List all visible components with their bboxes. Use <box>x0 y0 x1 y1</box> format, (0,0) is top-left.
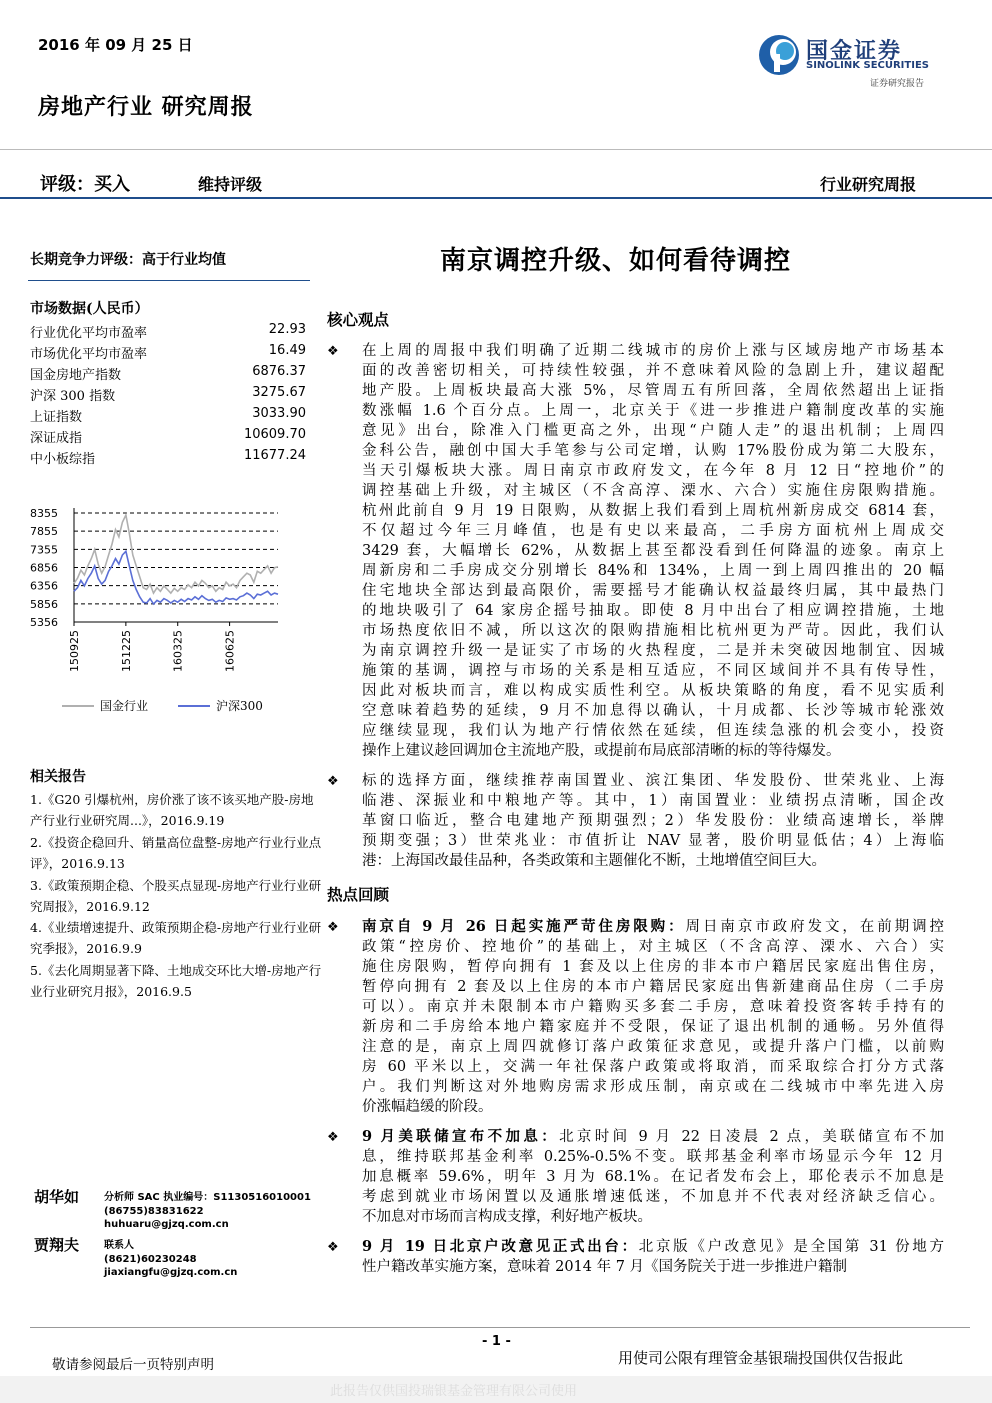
paragraph-text: 预期变强；3）世荣兆业：市值折让 NAV 显著，股价明显低估；4）上海临 <box>362 833 944 849</box>
related-report-item[interactable]: 4.《业绩增速提升、政策预期企稳-房地产行业行业研究季报》，2016.9.9 <box>30 920 322 956</box>
logo-sub: 证券研究报告 <box>870 79 925 89</box>
paragraph-line <box>362 1237 944 1257</box>
paragraph-text: 可以）。南京并未限制本市户籍购买多套二手房，意味着投资客转手持有的 <box>362 999 944 1015</box>
paragraph-line <box>362 851 944 871</box>
paragraph-line <box>362 621 944 641</box>
paragraph-line <box>362 791 944 811</box>
paragraph-line <box>362 541 944 561</box>
series-line <box>74 551 278 604</box>
paragraph-line <box>362 501 944 521</box>
paragraph-text: 临港、深振业和中粮地产等。其中，1）南国置业：业绩拐点清晰，国企改 <box>362 793 944 809</box>
paragraph-line <box>362 441 944 461</box>
paragraph-line <box>362 361 944 381</box>
paragraph-line <box>362 937 944 957</box>
analyst-email[interactable]: huhuaru@gjzq.com.cn <box>104 1219 229 1230</box>
market-value: 11677.24 <box>243 448 306 463</box>
index-line-chart <box>28 498 313 728</box>
paragraph-text: 地产股。上周板块最高大涨 5%，尽管周五有所回落，全周依然超出上证指 <box>362 383 944 399</box>
analyst-info <box>104 1191 311 1232</box>
paragraph-text: 新房和二手房给本地户籍家庭并不受限，保证了退出机制的通畅。另外值得 <box>362 1019 944 1035</box>
analyst-role: 联系人 <box>104 1240 134 1251</box>
paragraph-text: 市场热度依旧不减，所以这次的限购措施相比杭州更为严苛。因此，我们认 <box>362 623 944 639</box>
main-title: 南京调控升级、如何看待调控 <box>440 246 792 276</box>
paragraph-line <box>362 977 944 997</box>
market-value: 10609.70 <box>243 427 306 442</box>
paragraph-text: 不加息对市场而言构成支撑，利好地产板块。 <box>362 1209 652 1225</box>
analyst-sac: 分析师 SAC 执业编号：S1130516010001 <box>104 1192 311 1203</box>
market-label: 深证成指 <box>30 431 83 446</box>
market-row <box>30 343 306 364</box>
header-blue-rule <box>0 197 992 199</box>
paragraph-line <box>362 421 944 441</box>
hot-paragraph <box>362 1237 944 1277</box>
market-label: 行业优化平均市盈率 <box>30 326 148 341</box>
paragraph-text: 施策的基调，调控与市场的关系是相互适应，不同区域间并不具有传导性， <box>362 663 944 679</box>
paragraph-text: 操作上建议趁回调加仓主流地产股，或提前布局底部清晰的标的等待爆发。 <box>362 743 841 759</box>
y-tick-label: 7355 <box>30 543 58 557</box>
paragraph-line <box>362 701 944 721</box>
hot-paragraph <box>362 1127 944 1227</box>
paragraph-line <box>362 561 944 581</box>
paragraph-text: 不仅超过今年三月峰值，也是有史以来最高，二手房方面杭州上周成交 <box>362 523 944 539</box>
paragraph-head: 南京自 9 月 26 日起实施严苛住房限购： <box>362 918 686 935</box>
paragraph-line <box>362 811 944 831</box>
paragraph-line <box>362 831 944 851</box>
paragraph-text: 政策“控房价、控地价”的基础上，对主城区（不含高淳、溧水、六合）实 <box>362 939 944 955</box>
core-paragraph <box>362 341 944 761</box>
paragraph-text: 周新房和二手房成交分别增长 84%和 134%，上周一到上周四推出的 20 幅 <box>362 563 944 579</box>
related-report-item[interactable]: 2.《投资企稳回升、销量高位盘整-房地产行业行业点评》，2016.9.13 <box>30 835 322 871</box>
market-row <box>30 322 306 343</box>
paragraph-text: 北京时间 9 月 22 日凌晨 2 点，美联储宣布不加 <box>559 1129 944 1145</box>
longterm-rating: 长期竞争力评级：高于行业均值 <box>30 252 226 268</box>
market-value: 3275.67 <box>252 385 306 400</box>
paragraph-text: 在上周的周报中我们明确了近期二线城市的房价上涨与区域房地产市场基本 <box>362 343 944 359</box>
market-label: 中小板综指 <box>30 452 96 467</box>
footer-watermark: 此报告仅供国投瑞银基金管理有限公司使用 <box>330 1384 578 1399</box>
paragraph-line <box>362 957 944 977</box>
related-report-item[interactable]: 3.《政策预期企稳、个股买点显现-房地产行业行业研究周报》，2016.9.12 <box>30 878 322 914</box>
report-type: 房地产行业 研究周报 <box>38 94 254 120</box>
rating: 评级：买入 <box>40 174 130 195</box>
paragraph-line <box>362 341 944 361</box>
paragraph-text: 考虑到就业市场闲置以及通胀增速低迷，不加息并不代表对经济缺乏信心。 <box>362 1189 944 1205</box>
bullet-icon: ❖ <box>327 774 339 789</box>
paragraph-text: 标的选择方面，继续推荐南国置业、滨江集团、华发股份、世荣兆业、上海 <box>362 773 944 789</box>
paragraph-text: 港：上海国改最佳品种，各类政策和主题催化不断，土地增值空间巨大。 <box>362 853 826 869</box>
paragraph-text: 空意味着趋势的延续，9 月不加息得以确认，十月成都、长沙等城市轮涨效 <box>362 703 944 719</box>
core-paragraph <box>362 771 944 871</box>
paragraph-text: 调控基础上升级，对主城区（不含高淳、溧水、六合）实施住房限购措施。 <box>362 483 944 499</box>
paragraph-text: 价涨幅趋缓的阶段。 <box>362 1099 493 1115</box>
market-row <box>30 448 306 469</box>
x-tick-label: 160625 <box>223 630 237 672</box>
paragraph-line <box>362 481 944 501</box>
analyst-info <box>104 1239 237 1280</box>
paragraph-line <box>362 1057 944 1077</box>
paragraph-text: 为南京调控升级一是证实了市场的火热程度，二是并未突破因地制宜、因城 <box>362 643 944 659</box>
paragraph-line <box>362 661 944 681</box>
footer-disclaimer: 敬请参阅最后一页特别声明 <box>52 1357 214 1373</box>
logo-en: SINOLINK SECURITIES <box>806 60 929 71</box>
paragraph-text: 金科公告，融创中国大手笔参与公司定增，认购 17%股份成为第二大股东， <box>362 443 944 459</box>
paragraph-text: 房 60 平米以上，交满一年社保落户政策或将取消，而采取综合打分方式落 <box>362 1059 944 1075</box>
related-report-item[interactable]: 5.《去化周期显著下降、土地成交环比大增-房地产行业行业研究月报》，2016.9.5 <box>30 963 322 999</box>
paragraph-text: 杭州此前自 9 月 19 日限购，从数据上我们看到上周杭州新房成交 6814 套， <box>362 503 944 519</box>
market-row <box>30 385 306 406</box>
paragraph-text: 应继续显现，我们认为地产行情依然在延续，但连续急涨的机会变小，投资 <box>362 723 944 739</box>
paragraph-text: 户。我们判断这对外地购房需求形成压制，南京或在二线城市中率先进入房 <box>362 1079 944 1095</box>
related-report-item[interactable]: 1.《G20 引爆杭州，房价涨了该不该买地产股-房地产行业行业研究周...》，2016.9.19 <box>30 792 314 828</box>
paragraph-text: 加息概率 59.6%，明年 3 月为 68.1%。在记者发布会上，耶伦表示不加息是 <box>362 1169 944 1185</box>
x-tick-label: 150925 <box>68 630 81 672</box>
paragraph-line <box>362 1207 944 1227</box>
bullet-icon: ❖ <box>327 344 339 359</box>
market-label: 国金房地产指数 <box>30 368 122 383</box>
market-label: 沪深 300 指数 <box>30 389 116 404</box>
market-row <box>30 406 306 427</box>
market-row <box>30 427 306 448</box>
paragraph-line <box>362 581 944 601</box>
y-tick-label: 6856 <box>30 561 58 575</box>
hot-review-title: 热点回顾 <box>327 885 390 904</box>
paragraph-line <box>362 1097 944 1117</box>
logo-cn: 国金证券 <box>806 39 903 64</box>
bullet-icon: ❖ <box>327 1240 339 1255</box>
paragraph-line <box>362 1147 944 1167</box>
paragraph-line <box>362 601 944 621</box>
paragraph-text: 性户籍改革实施方案，意味着 2014 年 7 月《国务院关于进一步推进户籍制 <box>362 1259 848 1275</box>
header-divider <box>0 149 992 150</box>
paragraph-text: 住宅地块全部达到最高限价，需要摇号才能确认权益最终归属，其中最热门 <box>362 583 944 599</box>
paragraph-line <box>362 521 944 541</box>
paragraph-line <box>362 681 944 701</box>
paragraph-line <box>362 1187 944 1207</box>
paragraph-line <box>362 741 944 761</box>
y-tick-label: 5856 <box>30 597 58 611</box>
left-divider <box>28 280 310 281</box>
paragraph-text: 意见》出台，除准入门槛更高之外，出现“户随人走”的退出机制；上周四 <box>362 423 944 439</box>
paragraph-line <box>362 461 944 481</box>
paragraph-line <box>362 1037 944 1057</box>
paragraph-line <box>362 997 944 1017</box>
report-category: 行业研究周报 <box>820 175 917 194</box>
paragraph-text: 面的改善密切相关，可持续性较强，并不意味着风险的急剧上升，建议超配 <box>362 363 944 379</box>
hot-paragraph <box>362 917 944 1117</box>
paragraph-text: 3429 套，大幅增长 62%，从数据上甚至都没看到任何降温的迹象。南京上 <box>362 543 944 559</box>
paragraph-line <box>362 917 944 937</box>
market-value: 3033.90 <box>252 406 306 421</box>
market-data-title: 市场数据(人民币） <box>30 301 149 317</box>
x-tick-label: 151225 <box>119 630 133 672</box>
footer-divider <box>30 1327 970 1328</box>
paragraph-line <box>362 1017 944 1037</box>
analyst-name: 胡华如 <box>34 1188 80 1206</box>
x-tick-label: 160325 <box>171 630 185 672</box>
related-reports-title: 相关报告 <box>30 769 86 785</box>
market-value: 16.49 <box>268 343 306 358</box>
bullet-icon: ❖ <box>327 920 339 935</box>
paragraph-line <box>362 771 944 791</box>
core-views-title: 核心观点 <box>327 310 390 329</box>
paragraph-text: 施住房限购，暂停向拥有 1 套及以上住房的非本市户籍居民家庭出售住房， <box>362 959 944 975</box>
analyst-phone: (86755)83831622 <box>104 1205 204 1217</box>
y-tick-label: 5356 <box>30 616 58 629</box>
paragraph-text: 暂停向拥有 2 套及以上住房的本市户籍居民家庭出售新建商品住房（二手房 <box>362 979 944 995</box>
bullet-icon: ❖ <box>327 1130 339 1145</box>
legend-label: 国金行业 <box>100 699 149 713</box>
paragraph-text: 当天引爆板块大涨。周日南京市政府发文，在今年 8 月 12 日“控地价”的 <box>362 463 944 479</box>
paragraph-head: 9 月 19 日北京户改意见正式出台： <box>362 1238 639 1255</box>
analyst-phone: (8621)60230248 <box>104 1253 197 1265</box>
legend-label: 沪深300 <box>216 699 263 713</box>
analyst-email[interactable]: jiaxiangfu@gjzq.com.cn <box>104 1267 238 1278</box>
paragraph-text: 革窗口临近，整合电建地产预期强烈；2）华发股份：业绩高速增长，举牌 <box>362 813 944 829</box>
market-label: 市场优化平均市盈率 <box>30 347 148 362</box>
page-number: - 1 - <box>482 1334 511 1349</box>
paragraph-line <box>362 1167 944 1187</box>
sinolink-logo-icon <box>756 32 802 78</box>
market-value: 6876.37 <box>252 364 306 379</box>
paragraph-text: 息，维持联邦基金利率 0.25%-0.5%不变。联邦基金利率市场显示今年 12 月 <box>362 1149 944 1165</box>
market-value: 22.93 <box>268 322 306 337</box>
paragraph-line <box>362 721 944 741</box>
paragraph-text: 因此对板块而言，难以构成实质性利空。从板块策略的角度，看不见实质利 <box>362 683 944 699</box>
paragraph-line <box>362 381 944 401</box>
paragraph-head: 9 月美联储宣布不加息： <box>362 1128 560 1145</box>
y-tick-label: 6356 <box>30 579 58 593</box>
paragraph-line <box>362 401 944 421</box>
footer-notice: 用使司公限有理管金基银瑞投国供仅告报此 <box>618 1349 904 1367</box>
paragraph-text: 注意的是，南京上周四就修订落户政策征求意见，或提升落户门槛，以前购 <box>362 1039 944 1055</box>
rating-keep: 维持评级 <box>198 175 263 194</box>
market-label: 上证指数 <box>30 410 83 425</box>
paragraph-text: 周日南京市政府发文，在前期调控 <box>685 919 944 935</box>
y-tick-label: 8355 <box>30 507 58 520</box>
market-row <box>30 364 306 385</box>
paragraph-line <box>362 1127 944 1147</box>
paragraph-text: 数涨幅 1.6 个百分点。上周一，北京关于《进一步推进户籍制度改革的实施 <box>362 403 944 419</box>
paragraph-text: 的地块吸引了 64 家房企摇号抽取。即使 8 月中出台了相应调控措施，土地 <box>362 603 944 619</box>
y-tick-label: 7855 <box>30 525 58 539</box>
report-date: 2016 年 09 月 25 日 <box>38 36 193 54</box>
paragraph-line <box>362 641 944 661</box>
paragraph-line <box>362 1257 944 1277</box>
paragraph-text: 北京版《户改意见》是全国第 31 份地方 <box>638 1239 944 1255</box>
paragraph-line <box>362 1077 944 1097</box>
analyst-name: 贾翔夫 <box>34 1236 80 1254</box>
